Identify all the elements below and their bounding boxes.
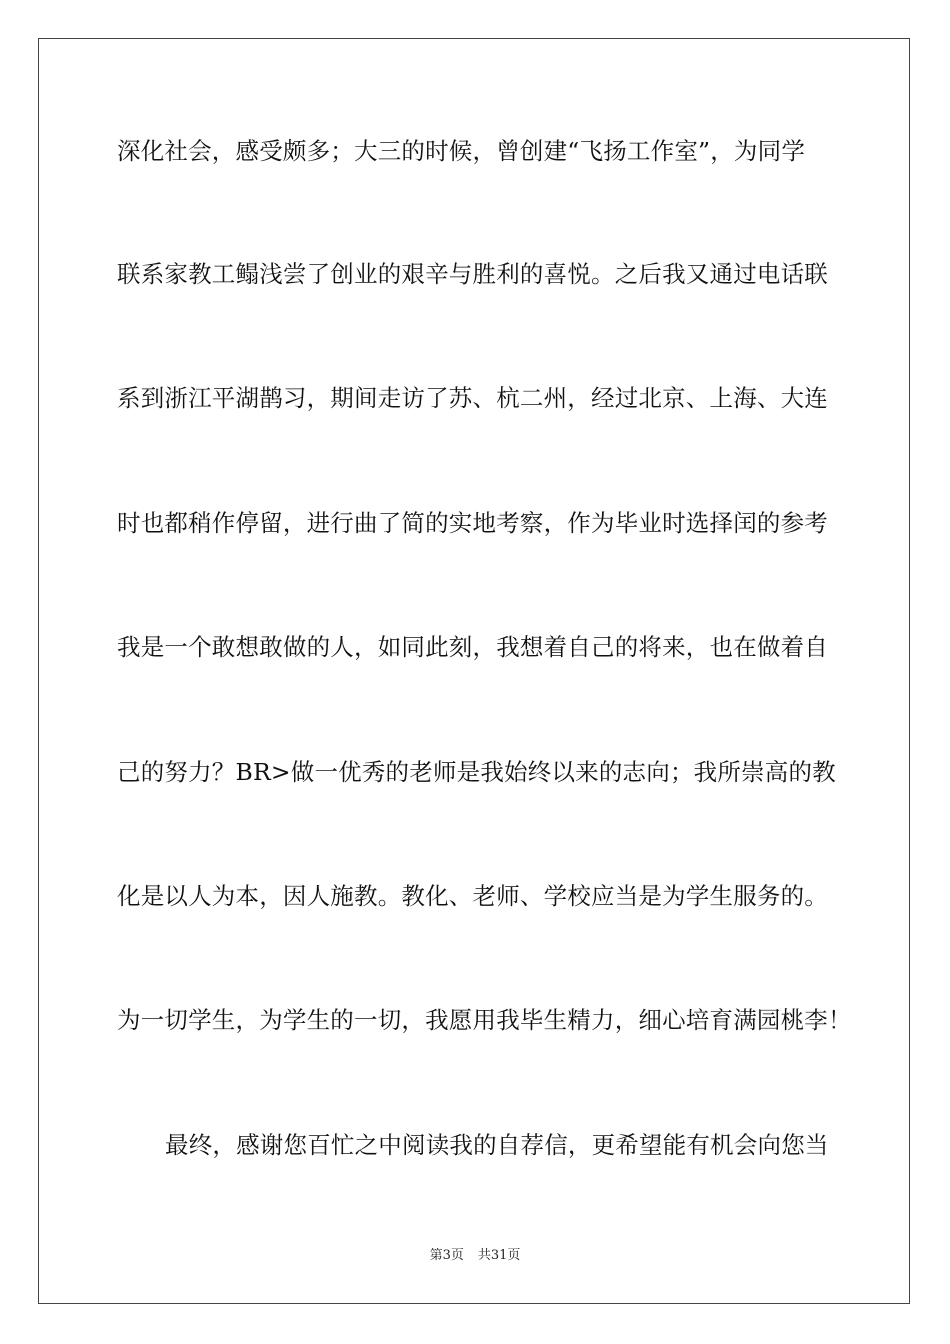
page-footer [0,1248,950,1264]
text-line: 最终，感谢您百忙之中阅读我的自荐信，更希望能有机会向您当 [165,1131,829,1159]
page-border [38,38,910,1304]
text-line: 系到浙江平湖鹊习，期间走访了苏、杭二州，经过北京、上海、大连 [117,384,828,412]
page-total: 共31页 [477,1248,521,1263]
text-line: 深化社会，感受颇多；大三的时候，曾创建“飞扬工作室”，为同学 [117,137,806,165]
text-line: 己的努力？BR>做一优秀的老师是我始终以来的志向；我所崇高的教 [117,758,836,786]
text-line: 时也都稍作停留，进行曲了简的实地考察，作为毕业时选择闰的参考 [117,509,828,537]
text-line: 联系家教工鳎浅尝了创业的艰辛与胜利的喜悦。之后我又通过电话联 [117,260,828,288]
text-line: 为一切学生，为学生的一切，我愿用我毕生精力，细心培育满园桃李！ [117,1006,852,1034]
page-number: 第3页 [429,1248,464,1263]
text-line: 我是一个敢想敢做的人，如同此刻，我想着自己的将来，也在做着自 [117,633,828,661]
text-line: 化是以人为本，因人施教。教化、老师、学校应当是为学生服务的。 [117,882,828,910]
